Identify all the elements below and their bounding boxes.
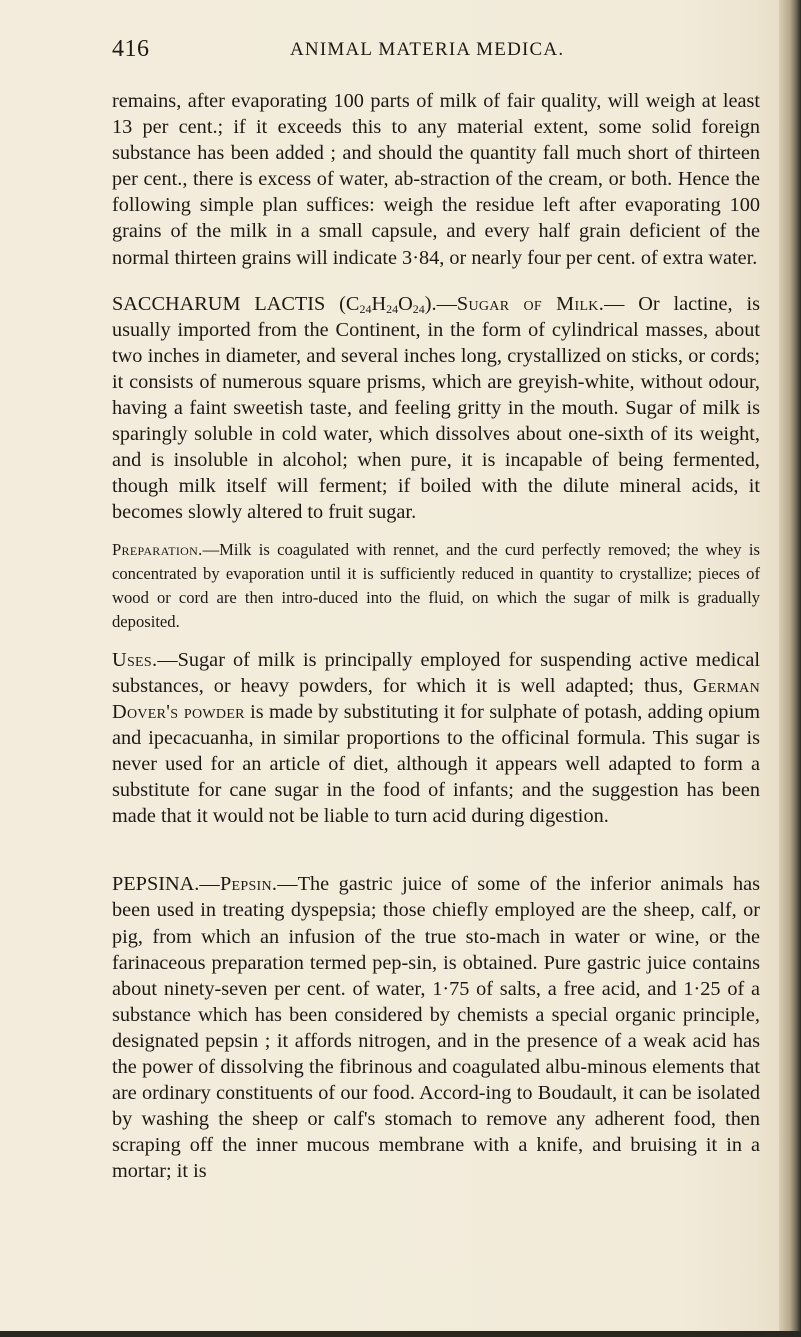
page-edge-shadow [779, 0, 801, 1337]
page-header [112, 36, 752, 66]
saccharum-body: — Or lactine, is usually imported from the Continent, in the form of cylindrical masses, about two inches in diameter, and several inches long, crystallized on sticks, or cords; it consists of numerous square prisms, which are greyish-white, without odour, having a faint sweetish taste, and feeling gritty in the mouth. Sugar of milk is sparingly soluble in cold water, which dissolves about one-sixth of its weight, and is insoluble in alcohol; when pure, it is incapable of being fermented, though milk itself will ferment; if boiled with the dilute mineral acids, it becomes slowly altered to fruit sugar. [112, 292, 760, 524]
pepsina-body: —The gastric juice of some of the inferior animals has been used in treating dyspepsia; those chiefly employed are the sheep, calf, or pig, from which an infusion of the true sto-mach in water or wine, or the farinaceous preparation termed pep-sin, is obtained. Pure gastric juice contains about ninety-seven per cent. of water, 1·75 of salts, a free acid, and 1·25 of a substance which has been considered by chemists a special organic principle, designated pepsin ; it affords nitrogen, and in the presence of a weak acid has the power of dissolving the fibrinous and coagulated albu-minous elements that are ordinary constituents of our food. Accord-ing to Boudault, it can be isolated by washing the sheep or calf's stomach to remove any adherent food, then scraping off the inner mucous membrane with a knife, and bruising it in a mortar; it is [112, 873, 760, 1183]
saccharum-heading: SACCHARUM LACTIS (C [112, 292, 360, 315]
paragraph-pepsina [112, 871, 760, 1184]
german-dovers-powder: German Dover's powder [112, 674, 760, 723]
paragraph-milk-residue: remains, after evaporating 100 parts of milk of fair quality, will weigh at least 13 per cent.; if it exceeds this to any material extent, some solid foreign substance has been added ; and should the quantity fall much short of thirteen per cent., there is excess of water, ab-straction of the cream, or both. Hence the following simple plan suffices: weigh the residue left after evaporating 100 grains of the milk in a small capsule, and every half grain deficient of the normal thirteen grains will indicate 3·84, or nearly four per cent. of extra water. [112, 90, 760, 269]
formula-o: O [398, 292, 413, 315]
pepsina-heading: PEPSINA. [112, 873, 200, 896]
formula-close: ).— [424, 292, 457, 315]
saccharum-english-name: Sugar of Milk. [456, 292, 605, 315]
preparation-body: —Milk is coagulated with rennet, and the curd perfectly removed; the whey is concentrated by evaporation until it is sufficiently reduced in quantity to crystallize; pieces of wood or cord are then intro-duced into the fluid, on which the sugar of milk is gradually deposited. [112, 539, 760, 632]
paragraph-saccharum-lactis [112, 291, 760, 526]
formula-subscript-o: 24 [412, 301, 425, 316]
page-body [112, 88, 760, 1184]
paragraph-preparation [112, 538, 760, 635]
page-number: 416 [112, 36, 150, 62]
bottom-edge [0, 1331, 801, 1337]
preparation-label: Preparation. [112, 539, 203, 559]
pepsina-english-name: —Pepsin. [199, 873, 278, 896]
uses-label: Uses. [112, 648, 158, 671]
running-title: ANIMAL MATERIA MEDICA. [290, 39, 565, 60]
uses-body-2: is made by substituting it for sulphate of potash, adding opium and ipecacuanha, in similar proportions to the officinal formula. This sugar is never used for an article of diet, although it appears well adapted to form a substitute for cane sugar in the food of infants; and the suggestion has been made that it would not be liable to turn acid during digestion. [112, 700, 760, 828]
paragraph-uses [112, 647, 760, 830]
formula-h: H [371, 292, 387, 315]
uses-body-1: —Sugar of milk is principally employed for suspending active medical substances, or heavy powders, for which it is well adapted; thus, [112, 648, 760, 697]
formula-subscript-c: 24 [359, 301, 372, 316]
formula-subscript-h: 24 [386, 301, 399, 316]
